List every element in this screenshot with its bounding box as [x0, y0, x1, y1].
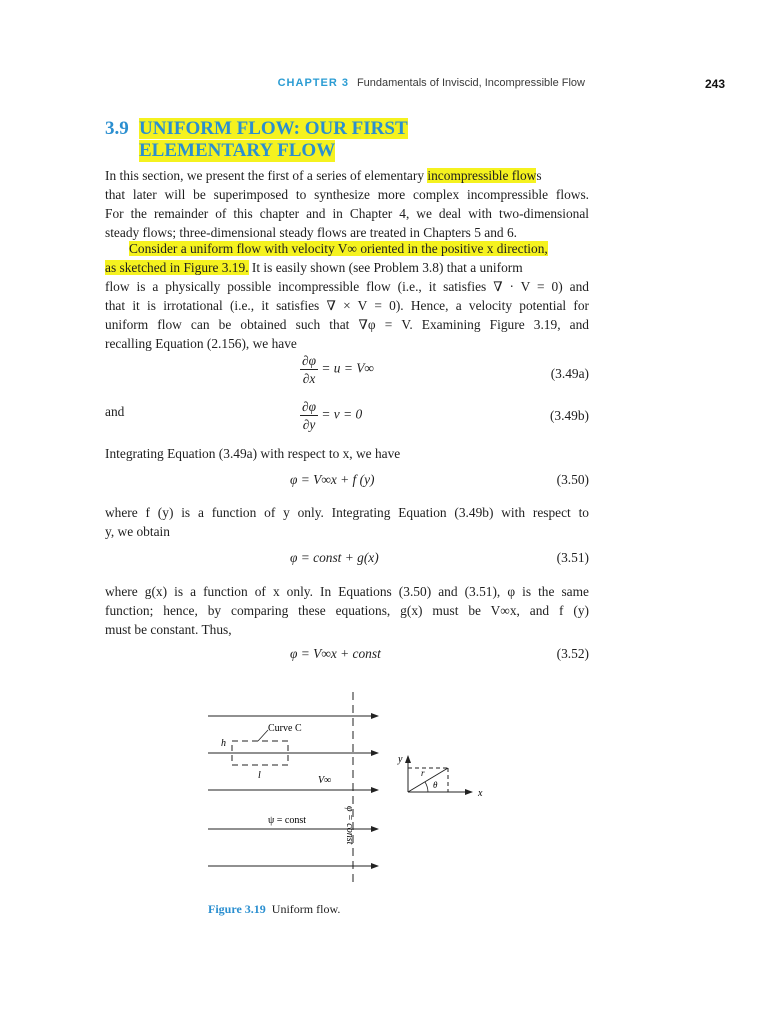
radius-line: [408, 768, 448, 792]
x-axis-label: x: [478, 788, 483, 799]
para2-line2-text: It is easily shown (see Problem 3.8) that a uniform: [248, 260, 523, 275]
fraction-denominator: ∂y: [302, 417, 316, 432]
figure-caption-label: Figure 3.19: [208, 902, 266, 916]
equation-number: (3.52): [556, 646, 589, 661]
equation-3-49b-body: [300, 398, 362, 433]
para1-line1-end: s: [536, 168, 542, 183]
highlight-incompressible: incompressible flow: [427, 168, 537, 183]
fraction-numerator: ∂φ: [302, 353, 317, 368]
curve-c-label: Curve C: [268, 723, 302, 734]
figure-uniform-flow: [196, 688, 508, 892]
equation-3-51: [105, 550, 589, 584]
r-label: r: [421, 768, 425, 778]
para3-line1: Integrating Equation (3.49a) with respect to x, we have: [105, 446, 401, 461]
chapter-title: Fundamentals of Inviscid, Incompressible Flow: [356, 77, 585, 89]
chapter-label: CHAPTER 3: [277, 77, 349, 89]
para1-line2: that later will be superimposed to synthesize more complex incompressible flows.: [105, 187, 589, 202]
section-title-line1: UNIFORM FLOW: OUR FIRST: [139, 118, 408, 139]
paragraph-integrating: [105, 444, 589, 463]
equation-number: (3.50): [556, 472, 589, 487]
section-title-line2: ELEMENTARY FLOW: [139, 140, 336, 161]
vinf-label: V∞: [318, 775, 332, 786]
fraction-numerator: ∂φ: [302, 399, 317, 414]
y-axis-label: y: [398, 754, 403, 765]
chapter-heading: [278, 77, 585, 89]
para1-line1-text: In this section, we present the first of a series of elementary: [105, 168, 428, 183]
para1-line4: steady flows; three-dimensional steady flows are treated in Chapters 5 and 6.: [105, 225, 518, 240]
psi-const-label: ψ = const: [268, 815, 307, 826]
curve-c-pointer: [258, 730, 268, 741]
para2-line3: flow is a physically possible incompressible flow (i.e., it satisfies ∇ · V = 0) and: [105, 279, 589, 294]
para2-line1: [105, 239, 589, 258]
h-label: h: [221, 738, 226, 749]
page-number: 243: [704, 77, 725, 91]
para4-line2: y, we obtain: [105, 524, 170, 539]
equation-3-52: [105, 646, 589, 680]
paragraph-where-g: [105, 582, 589, 639]
equation-3-49b: [105, 398, 589, 432]
paragraph-where-f: [105, 503, 589, 541]
paragraph-intro: [105, 166, 589, 242]
section-number: 3.9: [105, 118, 129, 139]
para2-line6: recalling Equation (2.156), we have: [105, 336, 297, 351]
l-label: l: [258, 770, 261, 781]
figure-caption-text: Uniform flow.: [271, 902, 341, 916]
para1-line1: [105, 166, 589, 185]
para4-line1: where f (y) is a function of y only. Integrating Equation (3.49b) with respect to: [105, 505, 589, 520]
equation-rhs: = v = 0: [321, 406, 363, 422]
para5-line1: where g(x) is a function of x only. In Equations (3.50) and (3.51), φ is the same: [105, 584, 589, 599]
equation-number: (3.49a): [550, 366, 589, 381]
highlight-sketched: as sketched in Figure 3.19.: [105, 260, 249, 275]
and-text: and: [105, 404, 125, 419]
para2-line2: [105, 258, 589, 277]
equation-3-52-body: φ = V∞x + const: [290, 646, 381, 661]
equation-number: (3.49b): [549, 408, 589, 423]
para5-line3: must be constant. Thus,: [105, 622, 232, 637]
para2-line5: uniform flow can be obtained such that ∇φ = V. Examining Figure 3.19, and: [105, 317, 589, 332]
para1-line3: For the remainder of this chapter and in Chapter 4, we deal with two-dimensional: [105, 206, 589, 221]
theta-label: θ: [433, 780, 438, 790]
figure-caption: [208, 902, 340, 917]
equation-number: (3.51): [556, 550, 589, 565]
equation-3-49a: [105, 352, 589, 386]
running-header: [0, 77, 768, 93]
equation-rhs: = u = V∞: [321, 360, 374, 376]
fraction: [300, 398, 318, 433]
equation-3-49a-body: [300, 352, 374, 387]
phi-const-label: φ = const: [344, 806, 355, 845]
paragraph-uniform-flow: [105, 239, 589, 353]
para2-line4: that it is irrotational (i.e., it satisfies ∇ × V = 0). Hence, a velocity potential for: [105, 298, 589, 313]
highlight-consider: Consider a uniform flow with velocity V∞ oriented in the positive x direction,: [129, 241, 548, 256]
equation-3-51-body: φ = const + g(x): [290, 550, 379, 565]
fraction-denominator: ∂x: [302, 371, 316, 386]
equation-3-50: [105, 472, 589, 506]
equation-3-50-body: φ = V∞x + f (y): [290, 472, 375, 487]
theta-arc: [425, 782, 428, 792]
para5-line2: function; hence, by comparing these equations, g(x) must be V∞x, and f (y): [105, 603, 589, 618]
section-title: [105, 118, 605, 162]
fraction: [300, 352, 318, 387]
